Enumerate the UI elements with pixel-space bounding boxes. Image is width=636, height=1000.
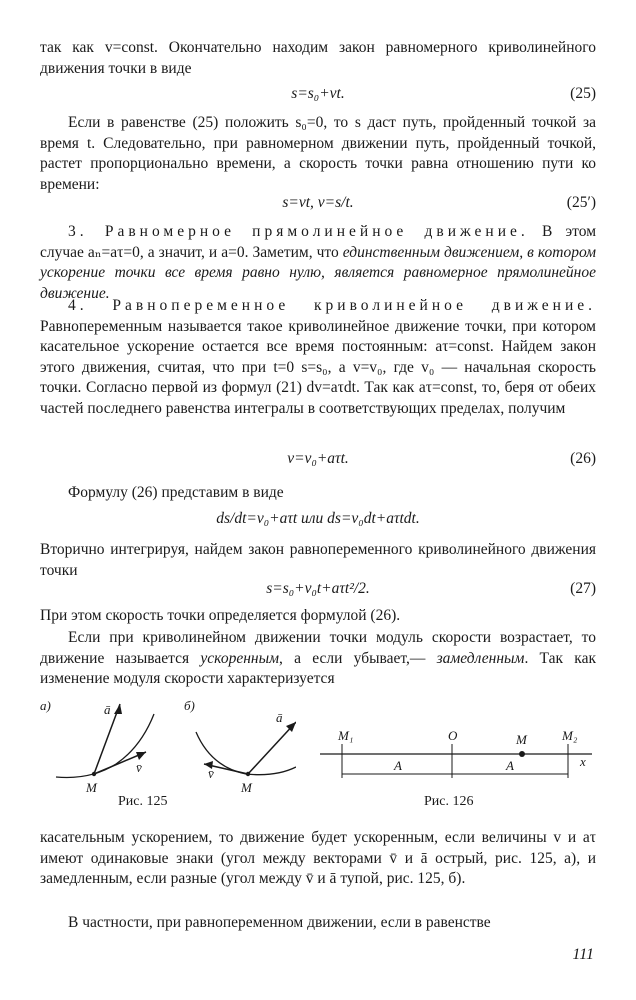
equation-25-prime <box>40 192 596 214</box>
label-m: M <box>516 732 527 747</box>
label-x: x <box>580 754 586 769</box>
vector-v-label-b: v̄ <box>208 766 214 781</box>
paragraph-9: касательным ускорением, то движение будет ускоренным, если величины v и aτ имеют одинаковые знаки (угол между векторами v̄ и ā острый, рис. 125, а), и замедленным, если разные (угол между v̄ и ā тупой, рис. 125, б). <box>40 829 596 888</box>
paragraph-8 <box>40 628 596 690</box>
equation-number: (25) <box>570 85 596 102</box>
point-m-a <box>92 772 96 776</box>
label-m1: M₁ <box>338 728 354 743</box>
vector-v-label: v̄ <box>136 760 142 775</box>
paragraph-4-body: Равнопеременным называется такое криволинейное движение точки, при котором касательное ускорение остается все время постоянным: aτ=const. Найдем закон этого движения, считая, что при t=0 s=s₀, а v=v₀, где v₀ — начальная скорость точки. Согласно первой из формул (21) dv=aτdt. Так как aτ=const, то, беря от обеих частей последнего равенства интегралы в соответствующих пределах, получим <box>40 317 596 417</box>
label-a-right: A <box>506 758 514 773</box>
vector-v-arrowhead <box>136 752 146 760</box>
figure-126 <box>316 728 596 788</box>
equation-26-expanded <box>40 508 596 530</box>
term-decelerated: замедленным <box>436 649 525 667</box>
figure-125-label-b: б) <box>184 698 195 713</box>
paragraph-1: так как v=const. Окончательно находим закон равномерного криволинейного движения точки в виде <box>40 39 596 77</box>
vector-a-arrow-b <box>248 722 296 774</box>
equation-formula: s=s₀+vt. <box>291 85 345 102</box>
paragraph-8-part-2: , а если убывает,— <box>278 649 426 667</box>
paragraph-7: При этом скорость точки определяется формулой (26). <box>40 607 401 624</box>
equation-27 <box>40 578 596 600</box>
point-m-label-a: M <box>86 780 97 795</box>
vector-a-arrowhead <box>114 704 122 714</box>
equation-number: (26) <box>570 450 596 467</box>
paragraph-10: В частности, при равнопеременном движении, если в равенстве <box>68 914 491 931</box>
equation-formula: ds/dt=v₀+aτt или ds=v₀dt+aτtdt. <box>216 510 420 527</box>
figure-125-label-a: а) <box>40 698 51 713</box>
equation-formula: s=s₀+v₀t+aτt²/2. <box>266 580 370 597</box>
section-heading-4: 4. Равнопеременное криволинейное движение. <box>68 297 596 314</box>
figure-126-caption: Рис. 126 <box>424 794 474 809</box>
equation-number: (25′) <box>566 194 596 211</box>
term-accelerated: ускоренным <box>200 649 279 667</box>
section-heading-3: 3. Равномерное прямолинейное движение. <box>68 223 529 240</box>
equation-number: (27) <box>570 580 596 597</box>
equation-formula: s=vt, v=s/t. <box>282 194 354 211</box>
paragraph-8-part-3: . Так как изменение модуля скорости характеризуется <box>40 649 596 688</box>
equation-formula: v=v₀+aτt. <box>287 450 349 467</box>
paragraph-2: Если в равенстве (25) положить s₀=0, то s даст путь, пройденный точкой за время t. Следовательно, при равномерном движении путь, пройденный точкой, растет пропорционально времени, а скорость точки равна отношению пути ко времени: <box>40 114 596 193</box>
paragraph-5: Формулу (26) представим в виде <box>68 484 284 501</box>
figure-125-caption: Рис. 125 <box>118 794 168 809</box>
paragraph-3-emphasis: единственным движением, в котором ускорение точки все время равно нулю, является равномерное прямолинейное движение. <box>40 243 597 302</box>
point-m-b <box>246 772 250 776</box>
label-m2: M₂ <box>562 728 578 743</box>
vector-a-label: ā <box>104 702 111 717</box>
paragraph-6: Вторично интегрируя, найдем закон равнопеременного криволинейного движения точки <box>40 541 596 579</box>
point-m-label-b: M <box>241 780 252 795</box>
equation-25 <box>40 83 596 105</box>
paragraph-3 <box>40 222 596 304</box>
point-m <box>519 751 525 757</box>
label-a-left: A <box>394 758 402 773</box>
vector-a-label-b: ā <box>276 710 283 725</box>
paragraph-8-part-1: Если при криволинейном движении точки модуль скорости возрастает, то движение называется <box>40 629 596 667</box>
equation-26 <box>40 448 596 470</box>
page-number: 111 <box>572 946 594 963</box>
paragraph-4 <box>40 296 596 420</box>
paragraph-3-body: В этом случае aₙ=aτ=0, а значит, и a=0. Заметим, что <box>40 223 597 261</box>
label-o: O <box>448 728 458 743</box>
